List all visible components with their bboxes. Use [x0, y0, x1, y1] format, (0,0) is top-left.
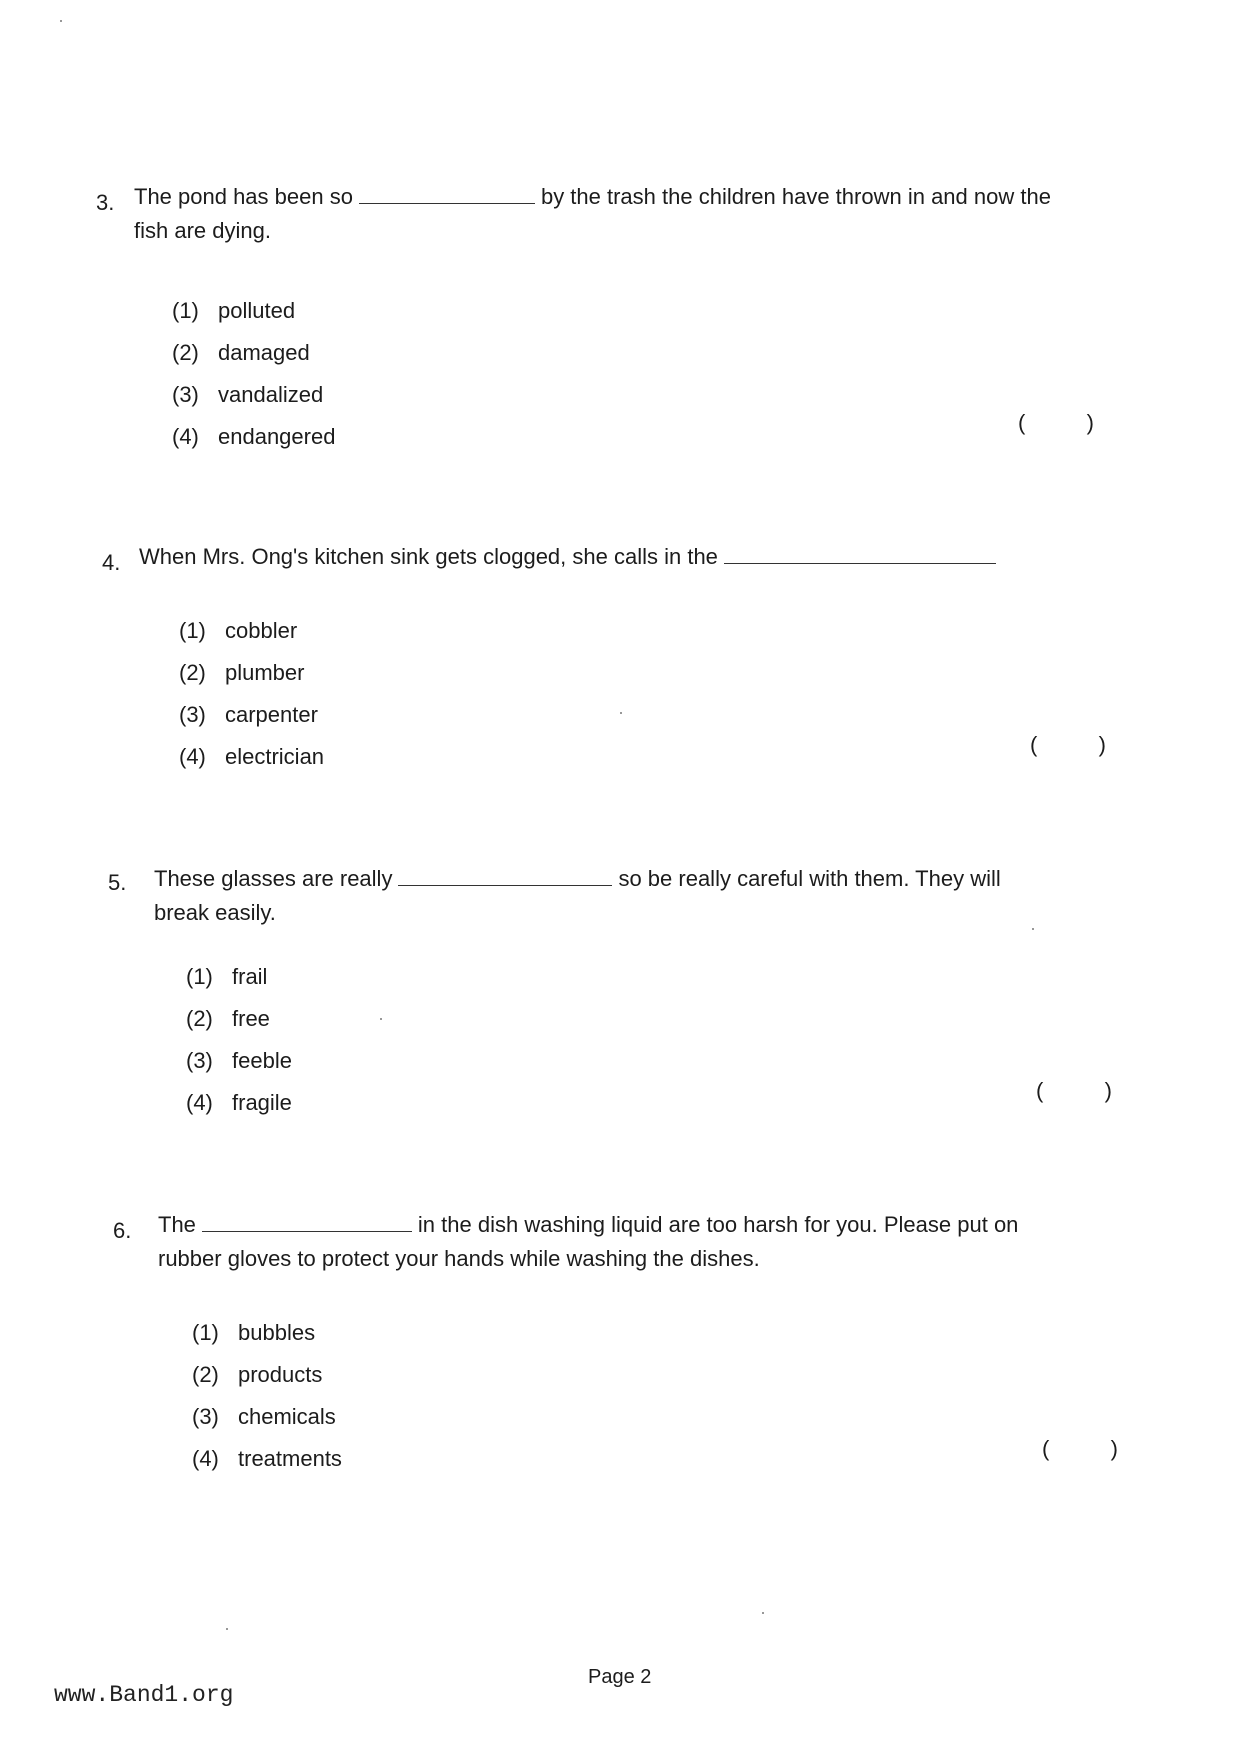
scan-speck [762, 1612, 764, 1614]
answer-blank [398, 865, 612, 886]
stem-before-blank: When Mrs. Ong's kitchen sink gets clogged, she calls in the [139, 544, 718, 569]
option-4[interactable]: (4) treatments [192, 1446, 342, 1471]
option-3[interactable]: (3) vandalized [172, 382, 324, 407]
option-1[interactable]: (1) frail [186, 964, 268, 989]
option-4[interactable]: (4) electrician [179, 744, 325, 769]
stem-before-blank: The [158, 1212, 196, 1237]
option-1[interactable]: (1) cobbler [179, 618, 298, 643]
question-stem [134, 180, 1094, 248]
option-3[interactable]: (3) carpenter [179, 702, 318, 727]
answer-bracket[interactable]: ( ) [1018, 410, 1094, 435]
question-number: 4. [102, 550, 121, 575]
option-list [186, 956, 292, 1124]
question-number: 5. [108, 870, 127, 895]
answer-bracket[interactable]: ( ) [1030, 732, 1106, 757]
question-number: 6. [113, 1218, 132, 1243]
option-2[interactable]: (2) free [186, 1006, 270, 1031]
option-4[interactable]: (4) fragile [186, 1090, 292, 1115]
page-number: Page 2 [588, 1666, 652, 1688]
scan-speck [620, 712, 622, 714]
option-3[interactable]: (3) feeble [186, 1048, 292, 1073]
question-number: 3. [96, 190, 115, 215]
scan-speck [1032, 928, 1034, 930]
answer-blank [359, 183, 535, 204]
option-list [192, 1312, 342, 1480]
stem-after-blank: so be really careful with them. They will [618, 866, 1001, 891]
answer-blank [724, 543, 996, 564]
option-4[interactable]: (4) endangered [172, 424, 336, 449]
question-stem [139, 540, 1099, 574]
option-list [179, 610, 324, 778]
question-stem [154, 862, 1114, 930]
scan-speck [60, 20, 62, 22]
stem-continuation: rubber gloves to protect your hands while washing the dishes. [158, 1246, 760, 1271]
answer-bracket[interactable]: ( ) [1036, 1078, 1112, 1103]
option-list [172, 290, 335, 458]
scan-speck [380, 1018, 382, 1020]
answer-bracket[interactable]: ( ) [1042, 1436, 1118, 1461]
stem-after-blank: in the dish washing liquid are too harsh for you. Please put on [417, 1212, 1019, 1237]
stem-continuation: break easily. [154, 900, 276, 925]
scan-speck [226, 1628, 228, 1630]
option-3[interactable]: (3) chemicals [192, 1404, 336, 1429]
option-2[interactable]: (2) products [192, 1362, 323, 1387]
question-stem [158, 1208, 1118, 1276]
option-1[interactable]: (1) polluted [172, 298, 296, 323]
stem-after-blank: by the trash the children have thrown in and now the [540, 184, 1051, 209]
website-watermark: www.Band1.org [54, 1682, 234, 1708]
option-1[interactable]: (1) bubbles [192, 1320, 316, 1345]
option-2[interactable]: (2) damaged [172, 340, 310, 365]
option-2[interactable]: (2) plumber [179, 660, 305, 685]
stem-before-blank: These glasses are really [154, 866, 393, 891]
stem-before-blank: The pond has been so [134, 184, 353, 209]
stem-continuation: fish are dying. [134, 218, 271, 243]
answer-blank [202, 1211, 412, 1232]
